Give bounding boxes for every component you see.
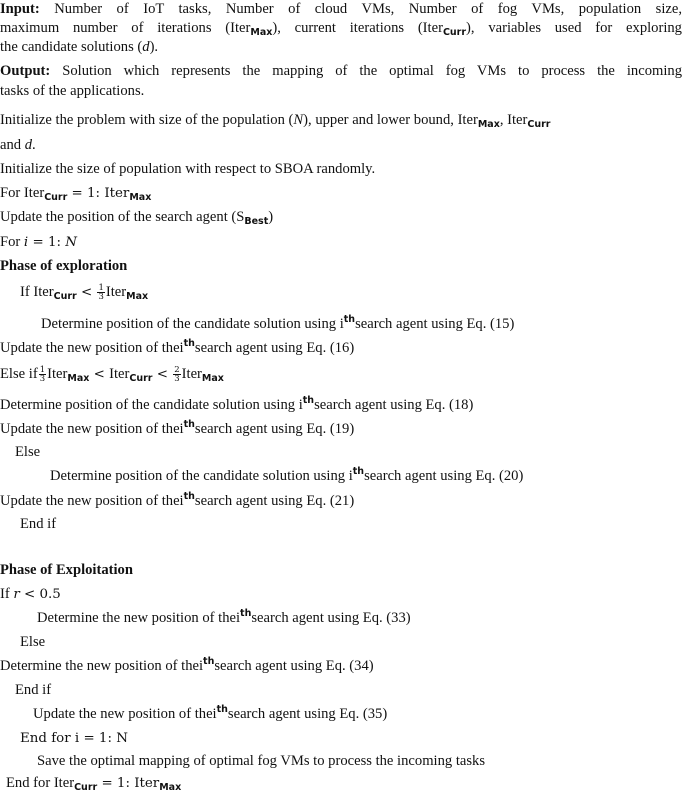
var-d: d: [24, 137, 33, 153]
elseif-line: [0, 365, 224, 384]
sub-curr: Curr: [442, 27, 467, 38]
update-new-text: Update the new position of thei: [0, 340, 184, 356]
save-text: Save the optimal mapping of optimal fog VMs to process the incoming tasks: [37, 753, 486, 769]
input-line-3: [0, 38, 158, 57]
search-eq21: search agent using Eq. (21): [194, 493, 355, 509]
sup-th: th: [183, 419, 195, 430]
sub-max: Max: [201, 373, 224, 384]
end-for-i-text: End for i = 1: N: [20, 731, 128, 746]
for-i-text-b: = 1:: [28, 235, 66, 250]
sub-curr: Curr: [74, 782, 98, 793]
init-text-2a: and: [0, 137, 25, 153]
det-pos-eq15: search agent using Eq. (15): [355, 316, 515, 332]
var-i: i: [23, 235, 29, 250]
input-line-2: [0, 19, 682, 38]
if-iter-line: [20, 283, 148, 302]
sub-max: Max: [126, 291, 149, 302]
init-population-line: [0, 160, 375, 179]
init-text-c: , Iter: [499, 112, 528, 128]
endif-line: [20, 515, 56, 534]
save-mapping-line: [37, 752, 485, 771]
var-n: N: [65, 235, 77, 250]
output-line-1: [0, 62, 682, 81]
input-text-2c: ), variables used for exploring: [466, 20, 682, 36]
end-for-i-line: [20, 729, 128, 748]
if-r-text-a: If: [0, 586, 14, 602]
fraction-one-third: [39, 366, 46, 383]
else-line: [15, 443, 40, 462]
det-new-34-line: [0, 657, 374, 676]
output-label: Output:: [0, 63, 51, 79]
endif-line-2: [15, 681, 51, 700]
input-label: Input:: [0, 1, 40, 17]
sub-max: Max: [129, 192, 152, 203]
update-19-line: [0, 420, 354, 439]
sup-th: th: [302, 395, 315, 406]
iter-text: Iter: [105, 284, 127, 300]
for-i-line: [0, 233, 77, 252]
update-16-line: [0, 339, 354, 358]
sub-best: Best: [244, 216, 269, 227]
phase-exploitation-heading: [0, 561, 133, 580]
fraction-two-thirds: [173, 366, 180, 383]
if-r-text-b: < 0.5: [19, 587, 61, 602]
else-text: Else: [20, 634, 46, 650]
search-eq16: search agent using Eq. (16): [194, 340, 355, 356]
update-21-line: [0, 492, 354, 511]
det-pos-text: Determine position of the candidate solution using i: [41, 316, 344, 332]
else-text: Else: [15, 444, 41, 460]
frac-num: 2: [174, 365, 180, 376]
sub-curr: Curr: [527, 119, 551, 130]
det-pos-18-line: [0, 396, 473, 415]
for-i-text-a: For: [0, 234, 24, 250]
eq-one-text: = 1: Iter: [67, 186, 130, 201]
det-new-text: Determine the new position of thei: [37, 610, 241, 626]
input-text-2b: ), current iterations (Iter: [272, 20, 443, 36]
endif-text: End if: [15, 682, 52, 698]
update-search-agent-line: [0, 208, 273, 227]
output-line-2: [0, 82, 144, 101]
sup-th: th: [240, 608, 252, 619]
iter-text: Iter: [181, 366, 202, 382]
if-iter-text: If Iter: [20, 284, 54, 300]
sub-max: Max: [477, 119, 500, 130]
output-text-1: Solution which represents the mapping of the optimal fog VMs to process the incoming: [62, 63, 682, 79]
endif-text: End if: [20, 516, 57, 532]
sup-th: th: [183, 338, 195, 349]
search-eq35: search agent using Eq. (35): [227, 706, 388, 722]
init-line-2: [0, 136, 36, 155]
sup-th: th: [203, 656, 215, 667]
input-text-2a: maximum number of iterations (Iter: [0, 20, 251, 36]
phase-exploitation-text: Phase of Exploitation: [0, 562, 133, 578]
sub-max: Max: [159, 782, 182, 793]
update-search-text: Update the position of the search agent (S: [0, 209, 245, 225]
frac-den: 3: [39, 374, 46, 385]
for-iter-text: For Iter: [0, 185, 45, 201]
elseif-text: Else if: [0, 366, 38, 382]
phase-exploration-text: Phase of exploration: [0, 258, 128, 274]
det-pos-eq18: search agent using Eq. (18): [314, 397, 474, 413]
det-new-33-line: [37, 609, 411, 628]
lt-sign: <: [152, 367, 173, 382]
init-text-2b: .: [32, 137, 36, 153]
iter-text: Iter: [47, 366, 68, 382]
frac-den: 3: [174, 374, 180, 385]
sub-max: Max: [67, 373, 90, 384]
lt-sign: <: [89, 367, 110, 382]
det-pos-text: Determine position of the candidate solution using i: [50, 468, 353, 484]
sub-curr: Curr: [44, 192, 68, 203]
phase-exploration-heading: [0, 257, 127, 276]
sub-curr: Curr: [53, 291, 77, 302]
for-iter-line: [0, 184, 151, 203]
input-text-1: Number of IoT tasks, Number of cloud VMs, Number of fog VMs, population size,: [54, 1, 682, 17]
search-eq33: search agent using Eq. (33): [251, 610, 411, 626]
sup-th: th: [352, 466, 365, 477]
update-35-line: [33, 705, 387, 724]
end-for-iter-line: [6, 774, 181, 793]
update-new-text: Update the new position of thei: [0, 493, 184, 509]
iter-text: Iter: [109, 366, 130, 382]
var-r: r: [13, 587, 20, 602]
init-text-b: ), upper and lower bound, Iter: [303, 112, 478, 128]
sup-th: th: [343, 314, 356, 325]
output-text-2: tasks of the applications.: [0, 83, 145, 99]
fraction-one-third: [97, 284, 104, 301]
var-d: d: [142, 39, 150, 55]
sup-th: th: [216, 704, 228, 715]
if-r-line: [0, 585, 61, 604]
update-new-text: Update the new position of thei: [0, 421, 184, 437]
input-line-1: [0, 0, 682, 19]
search-eq19: search agent using Eq. (19): [194, 421, 355, 437]
frac-den: 3: [98, 292, 104, 303]
var-n: N: [293, 112, 304, 128]
end-eq-one-text: = 1: Iter: [97, 776, 160, 791]
frac-num: 1: [39, 365, 46, 376]
det-pos-text: Determine position of the candidate solution using i: [0, 397, 303, 413]
frac-num: 1: [98, 283, 104, 294]
det-pos-20-line: [50, 467, 523, 486]
init-line-1: [0, 111, 551, 130]
init-pop-text: Initialize the size of population with respect to SBOA randomly.: [0, 161, 376, 177]
sub-max: Max: [250, 27, 273, 38]
else-line-2: [20, 633, 45, 652]
det-pos-15-line: [41, 315, 514, 334]
lt-sign: <: [76, 285, 97, 300]
input-text-3b: ).: [149, 39, 159, 55]
close-paren: ): [268, 209, 274, 225]
init-text-a: Initialize the problem with size of the population (: [0, 112, 294, 128]
search-eq34: search agent using Eq. (34): [214, 658, 374, 674]
det-pos-eq20: search agent using Eq. (20): [364, 468, 524, 484]
sub-curr: Curr: [129, 373, 153, 384]
update-new-text: Update the new position of thei: [33, 706, 217, 722]
det-new-text: Determine the new position of thei: [0, 658, 204, 674]
input-text-3a: the candidate solutions (: [0, 39, 143, 55]
end-for-iter-text: End for Iter: [6, 775, 75, 791]
sup-th: th: [183, 491, 195, 502]
